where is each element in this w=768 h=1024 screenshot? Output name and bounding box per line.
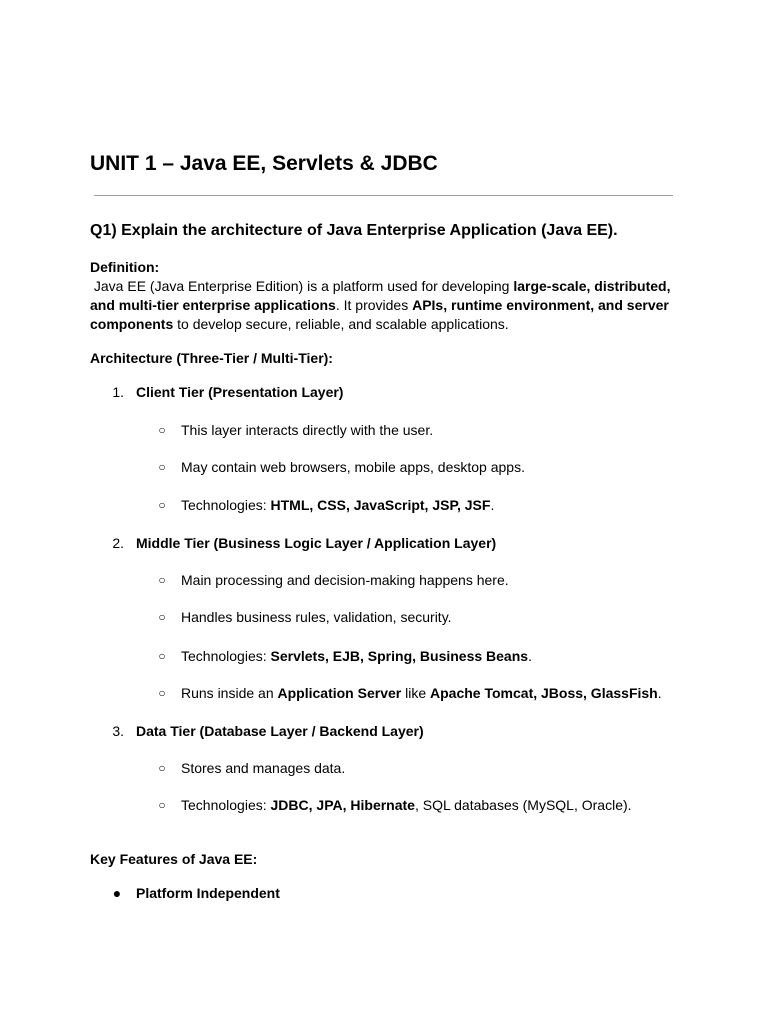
- list-bullet-icon: ○: [158, 686, 166, 700]
- list-bullet-icon: ○: [158, 798, 166, 812]
- text-run: , SQL databases (MySQL, Oracle).: [414, 797, 632, 813]
- text-run: Handles business rules, validation, security.: [181, 609, 452, 625]
- text-run: like: [401, 685, 431, 701]
- definition-line: [90, 277, 690, 296]
- text-run-bold: Apache Tomcat, JBoss, GlassFish: [430, 685, 658, 701]
- text-run: Stores and manages data.: [181, 760, 346, 776]
- text-run-bold: APIs, runtime environment, and server: [412, 297, 669, 313]
- unit-title: UNIT 1 – Java EE, Servlets & JDBC: [90, 152, 438, 175]
- list-item: [181, 684, 662, 703]
- text-run: This layer interacts directly with the user.: [181, 422, 434, 438]
- list-bullet-icon: ○: [158, 498, 166, 512]
- list-bullet-icon: ●: [112, 885, 122, 901]
- list-item: [181, 647, 532, 666]
- definition-label: Definition:: [90, 259, 160, 275]
- list-bullet-icon: ○: [158, 460, 166, 474]
- list-item: [181, 421, 433, 440]
- list-item: [181, 496, 494, 515]
- list-bullet-icon: ○: [158, 610, 166, 624]
- text-run-bold: Servlets, EJB, Spring, Business Beans: [270, 648, 529, 664]
- tier-title: Data Tier (Database Layer / Backend Layer): [136, 723, 424, 739]
- text-run: .: [657, 685, 662, 701]
- architecture-heading: Architecture (Three-Tier / Multi-Tier):: [90, 350, 333, 366]
- tier-number: 3.: [112, 723, 124, 739]
- horizontal-rule: [94, 195, 673, 196]
- text-run: Technologies:: [181, 797, 271, 813]
- text-run: .: [490, 497, 495, 513]
- text-run: Runs inside an: [181, 685, 278, 701]
- feature-item: Platform Independent: [136, 885, 280, 901]
- text-run-bold: components: [90, 316, 174, 332]
- tier-title: Middle Tier (Business Logic Layer / Application Layer): [136, 535, 497, 551]
- list-bullet-icon: ○: [158, 573, 166, 587]
- definition-line: [90, 315, 690, 334]
- text-run: to develop secure, reliable, and scalable applications.: [173, 316, 509, 332]
- question-title: Q1) Explain the architecture of Java Enterprise Application (Java EE).: [90, 222, 618, 239]
- text-run: . It provides: [335, 297, 413, 313]
- list-bullet-icon: ○: [158, 761, 166, 775]
- tier-number: 1.: [112, 384, 124, 400]
- text-run-bold: JDBC, JPA, Hibernate: [270, 797, 415, 813]
- text-run-bold: Application Server: [277, 685, 402, 701]
- definition-paragraph: [90, 277, 690, 334]
- features-heading: Key Features of Java EE:: [90, 851, 258, 867]
- text-run: Java EE (Java Enterprise Edition) is a platform used for developing: [93, 278, 514, 294]
- text-run: Main processing and decision-making happens here.: [181, 572, 509, 588]
- text-run: May contain web browsers, mobile apps, desktop apps.: [181, 459, 525, 475]
- tier-number: 2.: [112, 535, 124, 551]
- list-item: [181, 759, 345, 778]
- text-run-bold: large-scale, distributed,: [513, 278, 671, 294]
- text-run: Technologies:: [181, 648, 271, 664]
- list-bullet-icon: ○: [158, 649, 166, 663]
- text-run: .: [528, 648, 532, 664]
- list-item: [181, 571, 509, 590]
- text-run-bold: and multi-tier enterprise applications: [90, 297, 336, 313]
- definition-line: [90, 296, 690, 315]
- text-run: Technologies:: [181, 497, 271, 513]
- list-item: [181, 458, 525, 477]
- list-item: [181, 608, 452, 627]
- list-bullet-icon: ○: [158, 423, 166, 437]
- tier-title: Client Tier (Presentation Layer): [136, 384, 344, 400]
- list-item: [181, 796, 632, 815]
- text-run-bold: HTML, CSS, JavaScript, JSP, JSF: [270, 497, 491, 513]
